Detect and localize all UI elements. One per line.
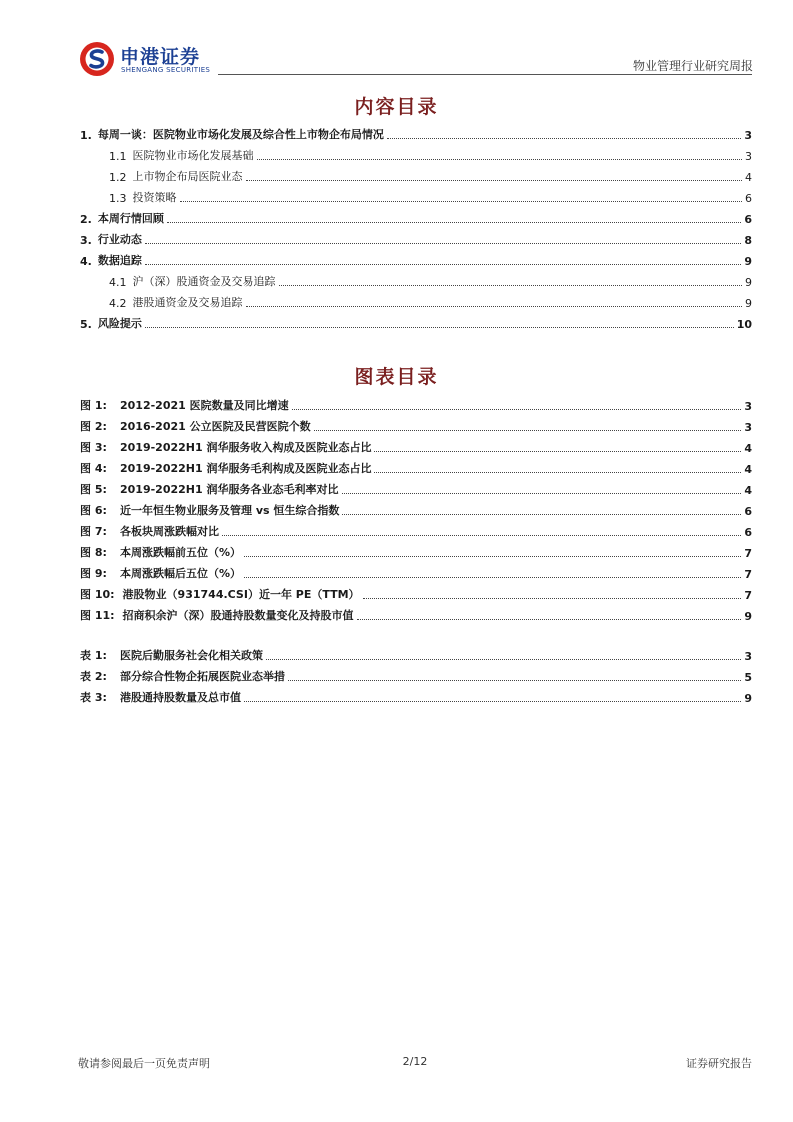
toc-title: 内容目录	[354, 96, 439, 118]
toc-item-page: 4	[745, 171, 752, 184]
figure-item[interactable]	[80, 502, 752, 518]
figure-text: 本周涨跌幅前五位（%）	[120, 546, 242, 559]
figure-page: 4	[744, 463, 752, 476]
table-text: 港股通持股数量及总市值	[120, 691, 241, 704]
toc-item-text: 医院物业市场化发展基础	[132, 149, 254, 162]
figures-title: 图表目录	[354, 366, 439, 388]
dot-leader	[244, 701, 741, 702]
toc-item[interactable]	[80, 315, 752, 331]
toc-item-page: 9	[745, 297, 752, 310]
toc-item-number: 5.	[80, 318, 92, 331]
toc-item-page: 10	[736, 318, 752, 331]
figure-label: 图 10:	[80, 588, 115, 601]
toc-item-number: 1.2	[109, 171, 127, 184]
figure-text: 2012-2021 医院数量及同比增速	[120, 399, 289, 412]
figure-label: 图 9:	[80, 567, 107, 580]
figure-label: 图 2:	[80, 420, 107, 433]
dot-leader	[266, 659, 741, 660]
dot-leader	[342, 514, 741, 515]
toc-item-page: 3	[744, 129, 752, 142]
table-item[interactable]	[80, 668, 752, 684]
toc-item-text: 港股通资金及交易追踪	[132, 296, 243, 309]
toc-item-text: 投资策略	[132, 191, 177, 204]
figure-text: 近一年恒生物业服务及管理 vs 恒生综合指数	[120, 504, 340, 517]
dot-leader	[222, 535, 741, 536]
toc-item[interactable]	[109, 147, 752, 163]
toc-item-number: 4.	[80, 255, 92, 268]
table-text: 部分综合性物企拓展医院业态举措	[120, 670, 285, 683]
toc-item-number: 1.1	[109, 150, 127, 163]
page-header	[0, 0, 793, 90]
dot-leader	[374, 472, 741, 473]
figure-item[interactable]	[80, 439, 752, 455]
figure-text: 2016-2021 公立医院及民营医院个数	[120, 420, 311, 433]
dot-leader	[145, 264, 742, 265]
toc-item-number: 1.3	[109, 192, 127, 205]
figure-page: 6	[744, 526, 752, 539]
toc-item-text: 本周行情回顾	[97, 212, 164, 225]
figure-label: 图 11:	[80, 609, 115, 622]
figure-label: 图 1:	[80, 399, 107, 412]
toc-item[interactable]	[109, 273, 752, 289]
figure-page: 4	[744, 484, 752, 497]
figure-text: 2019-2022H1 润华服务各业态毛利率对比	[120, 483, 339, 496]
table-page: 3	[744, 650, 752, 663]
figure-label: 图 6:	[80, 504, 107, 517]
table-label: 表 1:	[80, 649, 107, 662]
dot-leader	[145, 243, 742, 244]
dot-leader	[288, 680, 741, 681]
dot-leader	[167, 222, 742, 223]
dot-leader	[387, 138, 742, 139]
table-item[interactable]	[80, 689, 752, 705]
toc-item-page: 8	[744, 234, 752, 247]
toc-item[interactable]	[109, 168, 752, 184]
figure-page: 4	[744, 442, 752, 455]
figure-label: 图 4:	[80, 462, 107, 475]
table-page: 5	[744, 671, 752, 684]
footer-doc-type: 证券研究报告	[686, 1057, 752, 1070]
figure-label: 图 8:	[80, 546, 107, 559]
figure-item[interactable]	[80, 397, 752, 413]
toc-item-text: 数据追踪	[97, 254, 142, 267]
figure-page: 3	[744, 400, 752, 413]
toc-item-number: 2.	[80, 213, 92, 226]
figure-item[interactable]	[80, 607, 752, 623]
dot-leader	[246, 306, 743, 307]
toc-item-page: 9	[745, 276, 752, 289]
dot-leader	[363, 598, 742, 599]
dot-leader	[342, 493, 742, 494]
table-label: 表 3:	[80, 691, 107, 704]
figure-page: 7	[744, 547, 752, 560]
dot-leader	[180, 201, 743, 202]
footer-page-number: 2/12	[402, 1055, 428, 1068]
table-page: 9	[744, 692, 752, 705]
figure-item[interactable]	[80, 418, 752, 434]
figure-item[interactable]	[80, 586, 752, 602]
figure-label: 图 5:	[80, 483, 107, 496]
table-text: 医院后勤服务社会化相关政策	[120, 649, 263, 662]
dot-leader	[314, 430, 742, 431]
figure-item[interactable]	[80, 481, 752, 497]
dot-leader	[292, 409, 742, 410]
dot-leader	[145, 327, 734, 328]
figure-item[interactable]	[80, 523, 752, 539]
table-label: 表 2:	[80, 670, 107, 683]
toc-item[interactable]	[109, 189, 752, 205]
page-footer	[78, 1055, 752, 1075]
dot-leader	[257, 159, 743, 160]
figure-item[interactable]	[80, 544, 752, 560]
toc-item-page: 3	[745, 150, 752, 163]
dot-leader	[246, 180, 743, 181]
toc-item[interactable]	[80, 126, 752, 142]
figure-text: 各板块周涨跌幅对比	[120, 525, 219, 538]
toc-item-page: 6	[745, 192, 752, 205]
toc-item-number: 4.1	[109, 276, 127, 289]
figure-text: 2019-2022H1 润华服务收入构成及医院业态占比	[120, 441, 372, 454]
toc-item[interactable]	[80, 231, 752, 247]
toc-item-page: 9	[744, 255, 752, 268]
report-type: 物业管理行业研究周报	[632, 59, 753, 73]
toc-item-number: 1.	[80, 129, 92, 142]
toc-item[interactable]	[80, 252, 752, 268]
figure-text: 2019-2022H1 润华服务毛利构成及医院业态占比	[120, 462, 372, 475]
toc-item-text: 风险提示	[97, 317, 142, 330]
figure-text: 招商积余沪（深）股通持股数量变化及持股市值	[122, 609, 354, 622]
figure-item[interactable]	[80, 565, 752, 581]
toc-item[interactable]	[80, 210, 752, 226]
toc-item[interactable]	[109, 294, 752, 310]
logo-text-en: SHENGANG SECURITIES	[121, 66, 211, 74]
table-item[interactable]	[80, 647, 752, 663]
figure-page: 9	[744, 610, 752, 623]
toc-item-page: 6	[744, 213, 752, 226]
figure-text: 本周涨跌幅后五位（%）	[120, 567, 242, 580]
toc-item-number: 4.2	[109, 297, 127, 310]
dot-leader	[244, 556, 741, 557]
figure-page: 7	[744, 568, 752, 581]
figure-label: 图 7:	[80, 525, 107, 538]
figure-text: 港股物业（931744.CSI）近一年 PE（TTM）	[122, 588, 360, 601]
figure-page: 7	[744, 589, 752, 602]
toc-item-text: 沪（深）股通资金及交易追踪	[132, 275, 276, 288]
shengang-logo-icon	[79, 41, 115, 77]
toc-item-text: 每周一谈：医院物业市场化发展及综合性上市物企布局情况	[97, 128, 384, 141]
toc-item-text: 行业动态	[97, 233, 142, 246]
footer-disclaimer[interactable]: 敬请参阅最后一页免责声明	[78, 1057, 210, 1070]
figure-item[interactable]	[80, 460, 752, 476]
header-divider	[218, 74, 752, 75]
dot-leader	[357, 619, 742, 620]
dot-leader	[244, 577, 741, 578]
dot-leader	[279, 285, 743, 286]
toc-item-number: 3.	[80, 234, 92, 247]
figure-page: 6	[744, 505, 752, 518]
figure-page: 3	[744, 421, 752, 434]
logo-text-cn: 申港证券	[120, 46, 201, 68]
toc-item-text: 上市物企布局医院业态	[132, 170, 243, 183]
figure-label: 图 3:	[80, 441, 107, 454]
dot-leader	[374, 451, 741, 452]
